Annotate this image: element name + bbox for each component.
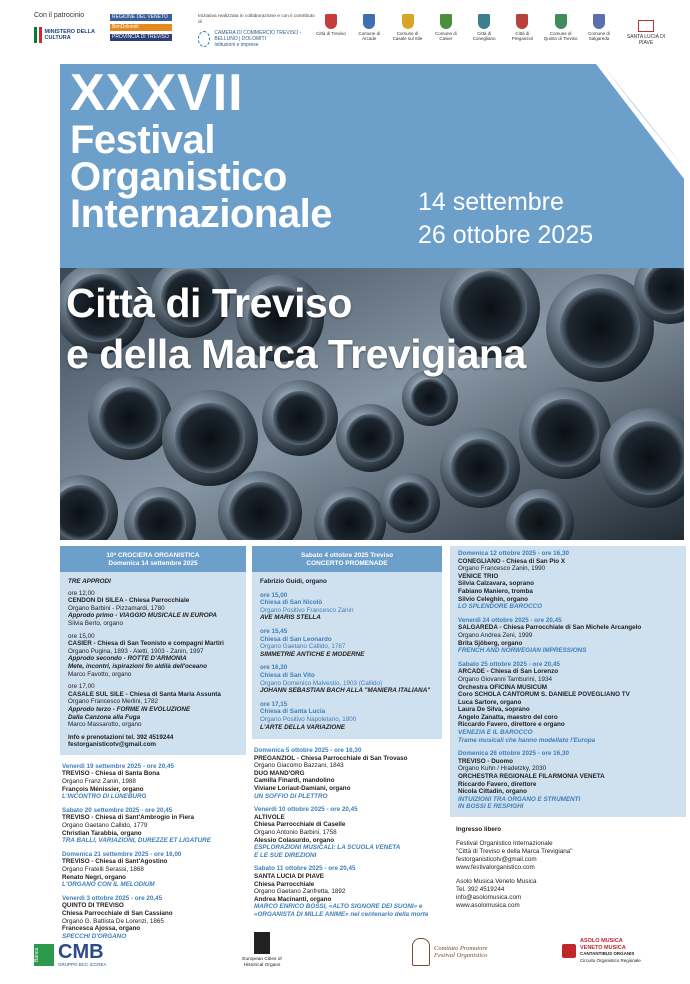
regione-veneto-logo: REGIONE DEL VENETO	[110, 14, 172, 21]
comuni-logos	[314, 14, 616, 41]
comune-preganziol: Città di Preganziol	[505, 14, 539, 41]
crociera-panel	[60, 572, 246, 755]
program-column-1	[60, 546, 246, 946]
comune-treviso: Città di Treviso	[314, 14, 348, 41]
info-block	[456, 826, 666, 910]
provincia-logo: PROVINCIA DI TREVISO	[110, 34, 172, 41]
initiative-text: Iniziativa realizzata in collaborazione e con il contributo di	[198, 14, 315, 25]
cciaa-icon	[198, 31, 210, 47]
program-column-3	[450, 546, 686, 817]
cmb-logo: Banca CMB GRUPPO BCC ICCREA	[34, 941, 107, 967]
crest-icon	[363, 14, 375, 29]
crest-icon	[555, 14, 567, 29]
cciaa-sub: Istituzioni e imprese	[214, 42, 259, 48]
event-salgareda: Venerdì 24 ottobre 2025 - ore 20,45 SALGAREDA - Chiesa Parrocchiale di San Michele Arcangelo Organo Andrea Zeni, 1999 Brita Sjöberg, organo FRENCH AND NORWEGIAN IMPRESSIONS	[458, 616, 642, 655]
promenade-panel	[252, 572, 442, 739]
event-santa-lucia: Sabato 11 ottobre 2025 - ore 20,45 SANTA LUCIA DI PIAVE Chiesa Parrocchiale Organo Gaetano Zanfretta, 1892 Andrea Macinanti, organo MARCO ENRICO BOSSI, «ALTO SIGNORE DEI SUONI» e «ORGANISTA DI MILLE ANIME» nel centenario della morte	[254, 865, 429, 918]
patronage-label: Con il patrocinio	[34, 12, 85, 19]
crest-icon	[402, 14, 414, 29]
event-altivole: Venerdì 10 ottobre 2025 - ore 20,45 ALTIVOLE Chiesa Parrocchiale di Caselle Organo Antonio Barbini, 1758 Alessio Colasurdo, organo ESPLORAZIONI MUSICALI: LA SCUOLA VENETA E LE SUE DIREZIONI	[254, 806, 401, 859]
event-santa-bona: Venerdì 19 settembre 2025 - ore 20,45 TREVISO - Chiesa di Santa Bona Organo Franz Zanin, 1988 François Ménissier, organo L'INCONTRO DI LÜNEBURG	[62, 762, 175, 801]
crociera-header: 10ª CROCIERA ORGANISTICA Domenica 14 settembre 2025	[60, 546, 246, 572]
tre-approdi-label: TRE APPRODI	[68, 578, 111, 585]
ministero-logo	[34, 24, 104, 46]
comune-quinto: Comune di Quinto di Treviso	[544, 14, 578, 41]
ingresso-libero: Ingresso libero	[456, 826, 502, 833]
comune-conegliano: Città di Conegliano	[467, 14, 501, 41]
banca-label: Banca	[34, 944, 54, 966]
crest-icon	[516, 14, 528, 29]
approdo-2: ore 15,00 CASIER - Chiesa di San Teonisto e compagni Martiri Organo Pugina, 1893 - Aletti, 1903 - Zanin, 1997 Approdo secondo - ROTTE D'ARMONIA Mete, incontri, ispirazioni fin aldilà dell'oceano Marco Favotto, organo	[68, 632, 224, 678]
footer-logos	[0, 928, 690, 984]
regione-logos	[110, 14, 172, 41]
approdo-3: ore 17,00 CASALE SUL SILE - Chiesa di Santa Maria Assunta Organo Francesco Merlini, 1782 Approdo terzo - FORME IN EVOLUZIONE Dalla Canzona alla Fuga Marco Massarotto, organo	[68, 683, 221, 729]
crest-icon	[478, 14, 490, 29]
crest-icon	[593, 14, 605, 29]
cciaa-logo	[198, 30, 318, 48]
asolo-icon	[562, 944, 576, 958]
flag-icon	[34, 27, 42, 43]
page-fold-icon	[596, 64, 688, 184]
crociera-info: Info e prenotazioni tel. 392 4519244 festorganisticotv@gmail.com	[68, 733, 174, 749]
event-quinto: Venerdì 3 ottobre 2025 - ore 20,45 QUINTO DI TREVISO Chiesa Parrocchiale di San Cassiano Organo G. Battista De Lorenzi, 1865 Francesca Ajossa, organo SPECCHI D'ORGANO	[62, 894, 173, 940]
stop-san-nicolo: ore 15,00 Chiesa di San Nicolò Organo Positivo Francesco Zanin AVE MARIS STELLA	[260, 591, 354, 622]
comune-salgareda: Comune di Salgareda	[582, 14, 616, 41]
stop-santa-lucia: ore 17,15 Chiesa di Santa Lucia Organo Positivo Napoletano, 1800 L'ARTE DELLA VARIAZIONE	[260, 700, 357, 731]
echo-icon	[254, 932, 270, 954]
festival-contact: Festival Organistico Internazionale "Città di Treviso e della Marca Trevigiana" festorganisticotv@gmail.com www.festivalorganistico.com	[456, 840, 573, 871]
comune-casier: Comune di Casier	[429, 14, 463, 41]
october-panel	[450, 546, 686, 817]
edition-number: XXXVII	[70, 64, 244, 122]
promenade-header: Sabato 4 ottobre 2025 Treviso CONCERTO PROMENADE	[252, 546, 442, 572]
program-column-2	[252, 546, 442, 925]
approdo-1: ore 12,00 CENDON DI SILEA - Chiesa Parrocchiale Organo Barbini - Pizzamardi, 1780 Approdo primo - VIAGGIO MUSICALE IN EUROPA Silvia Berto, organo	[68, 589, 217, 627]
organ-icon	[412, 938, 430, 966]
ministero-text: MINISTERO DELLA CULTURA	[44, 29, 95, 41]
festival-dates: 14 settembre 26 ottobre 2025	[418, 188, 594, 249]
event-arcade: Sabato 25 ottobre 2025 - ore 20,45 ARCADE - Chiesa di San Lorenzo Organo Giovanni Tamburini, 1934 Orchestra OFICINA MUSICUM Coro SCHOLA CANTORUM S. DANIELE POVEGLIANO TV Luca Sartore, organo Laura De Silva, soprano Angelo Zanatta, maestro del coro Riccardo Favero, direttore e organo VENEZIA E IL BAROCCO Trame musicali che hanno modellato l'Europa	[458, 660, 630, 744]
event-duomo: Domenica 26 ottobre 2025 - ore 16,30 TREVISO - Duomo Organo Kuhn / Hradetzky, 2030 ORCHESTRA REGIONALE FILARMONIA VENETA Riccardo Favero, direttore Nicola Cittadin, organo INTUIZIONI TRA ORGANO E STRUMENTI IN BOSSI E RESPIGHI	[458, 750, 605, 811]
city-title: Città di Treviso e della Marca Trevigiana	[66, 280, 526, 377]
tower-icon	[638, 20, 654, 32]
comitato-logo: Comitato Promotore Festival Organistico	[412, 938, 502, 966]
sponsor-strip	[0, 0, 690, 62]
crest-icon	[325, 14, 337, 29]
asolo-contact: Asolo Musica Veneto Musica Tel. 392 4519244 info@asolomusica.com www.asolomusica.com	[456, 878, 537, 909]
festival-title: Festival Organistico Internazionale	[70, 118, 332, 236]
asolo-logo: ASOLO MUSICA VENETO MUSICA CANTANTIBUS ORGANIS Circuito Organistico Regionale	[562, 938, 641, 964]
cciaa-name: CAMERA DI COMMERCIO TREVISO - BELLUNO | DOLOMITI	[214, 30, 302, 42]
event-sant-agostino: Domenica 21 settembre 2025 - ore 16,00 TREVISO - Chiesa di Sant'Agostino Organo Fratelli Serassi, 1868 Renato Negri, organo L'ORGANO CON IL MELODIUM	[62, 850, 182, 889]
event-sant-ambrogio: Sabato 20 settembre 2025 - ore 20,45 TREVISO - Chiesa di Sant'Ambrogio in Fiera Organo Gaetano Callido, 1779 Christian Tarabbia, organo TRA BALLI, VARIAZIONI, DUREZZE ET LIGATURE	[62, 806, 211, 845]
stop-san-vito: ore 16,30 Chiesa di San Vito Organo Domenico Malvestio, 1903 (Callido) JOHANN SEBASTIAN BACH ALLA "MANIERA ITALIANA"	[260, 664, 431, 695]
comune-casale: Comune di Casale sul Sile	[391, 14, 425, 41]
echo-logo: European Cities of Historical Organs	[232, 932, 292, 968]
event-preganziol: Domenica 5 ottobre 2025 - ore 16,30 PREGANZIOL - Chiesa Parrocchiale di San Trovaso Organo Giacomo Bazzani, 1843 DUO MAND'ORG Camilla Finardi, mandolino Viviane Loriaut-Damiani, organo UN SOFFIO DI PLETTRO	[254, 747, 408, 800]
event-conegliano: Domenica 12 ottobre 2025 - ore 16,30 CONEGLIANO - Chiesa di San Pio X Organo Francesco Zanin, 1990 VENICE TRIO Silvia Calzavara, soprano Fabiano Maniero, tromba Silvio Celeghin, organo LO SPLENDORE BAROCCO	[458, 550, 569, 611]
santa-lucia-logo: SANTA LUCIA DI PIAVE	[620, 20, 672, 46]
bim-logo: BimDolomiti	[110, 24, 172, 31]
crest-icon	[440, 14, 452, 29]
stop-san-leonardo: ore 15,45 Chiesa di San Leonardo Organo Gaetano Callido, 1787 SIMMETRIE ANTICHE E MODERNE	[260, 627, 365, 658]
promenade-performer: Fabrizio Guidi, organo	[260, 578, 327, 585]
comune-arcade: Comune di Arcade	[352, 14, 386, 41]
